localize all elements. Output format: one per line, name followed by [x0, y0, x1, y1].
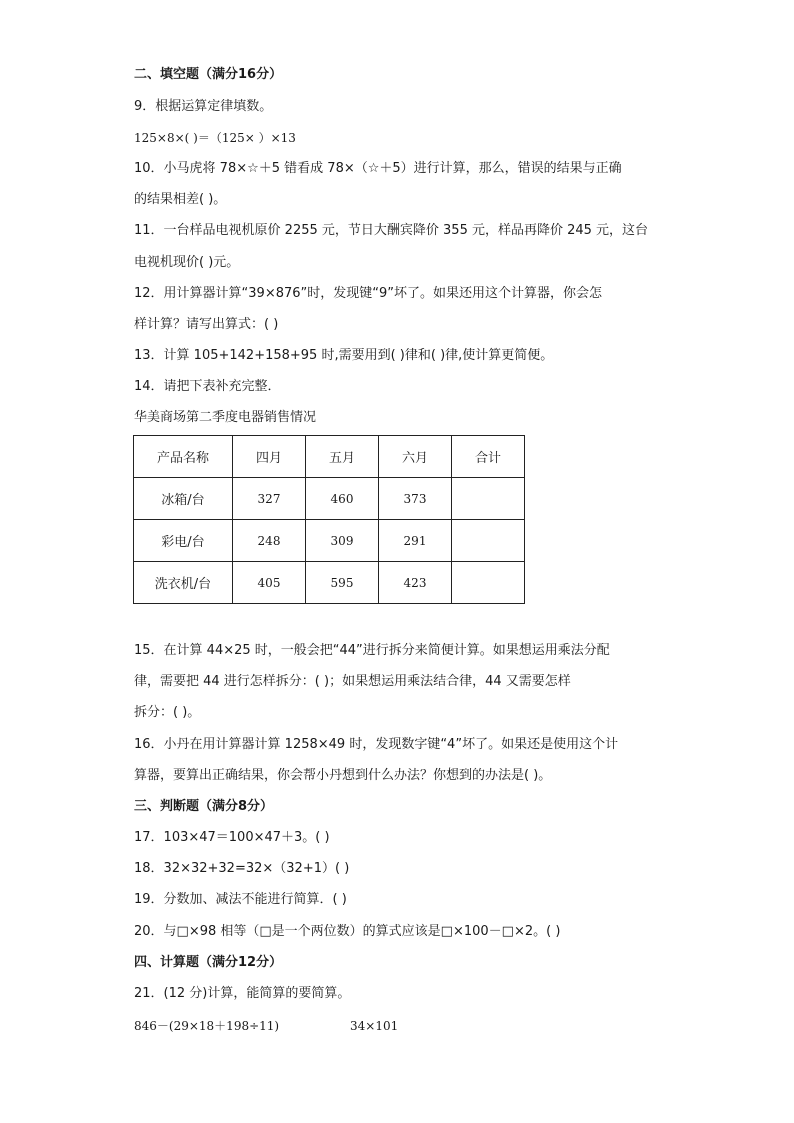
cell-product: 洗衣机/台: [134, 562, 233, 604]
question-12-line-1: 12．用计算器计算“39×876”时，发现键“9”坏了。如果还用这个计算器，你会怎: [134, 286, 603, 301]
cell-total[interactable]: [452, 478, 525, 520]
cell-april: 405: [233, 562, 306, 604]
cell-total[interactable]: [452, 562, 525, 604]
question-18-text: 18．32×32+32=32×（32+1）( ): [134, 861, 350, 876]
question-9-text: 9．根据运算定律填数。: [134, 99, 273, 114]
question-17-text: 17．103×47＝100×47＋3。( ): [134, 830, 330, 845]
cell-total[interactable]: [452, 520, 525, 562]
header-june: 六月: [379, 436, 452, 478]
question-11-line-1: 11．一台样品电视机原价 2255 元，节日大酬宾降价 355 元，样品再降价 245 元，这台: [134, 223, 649, 238]
cell-april: 248: [233, 520, 306, 562]
sales-table: [133, 435, 525, 604]
header-product: 产品名称: [134, 436, 233, 478]
cell-product: 彩电/台: [134, 520, 233, 562]
question-12-line-2: 样计算？请写出算式：( ): [134, 317, 279, 332]
cell-june: 291: [379, 520, 452, 562]
question-9-expression: 125×8×( )＝（125× ）×13: [134, 131, 296, 145]
question-15-line-1: 15．在计算 44×25 时，一般会把“44”进行拆分来简便计算。如果想运用乘法分配: [134, 643, 610, 658]
table-header-row: [134, 436, 525, 478]
table-row: [134, 562, 525, 604]
cell-may: 309: [306, 520, 379, 562]
cell-may: 595: [306, 562, 379, 604]
question-10-line-1: 10．小马虎将 78×☆＋5 错看成 78×（☆＋5）进行计算，那么，错误的结果与正确: [134, 161, 622, 176]
question-21-expression-2: 34×101: [350, 1019, 399, 1033]
table-row: [134, 478, 525, 520]
header-april: 四月: [233, 436, 306, 478]
question-10-line-2: 的结果相差( )。: [134, 192, 227, 207]
section-heading-calculation: 四、计算题（满分12分）: [134, 955, 283, 970]
cell-product: 冰箱/台: [134, 478, 233, 520]
cell-june: 373: [379, 478, 452, 520]
section-heading-fill-blank: 二、填空题（满分16分）: [134, 67, 283, 82]
question-15-line-2: 律，需要把 44 进行怎样拆分：( )；如果想运用乘法结合律，44 又需要怎样: [134, 674, 571, 689]
question-11-line-2: 电视机现价( )元。: [134, 255, 240, 270]
table-caption: 华美商场第二季度电器销售情况: [134, 410, 317, 425]
question-19-text: 19．分数加、减法不能进行简算．( ): [134, 892, 347, 907]
cell-may: 460: [306, 478, 379, 520]
section-heading-true-false: 三、判断题（满分8分）: [134, 799, 274, 814]
question-15-line-3: 拆分：( )。: [134, 705, 201, 720]
question-21-text: 21．(12 分)计算，能简算的要简算。: [134, 986, 351, 1001]
header-may: 五月: [306, 436, 379, 478]
question-20-text: 20．与□×98 相等（□是一个两位数）的算式应该是□×100－□×2。( ): [134, 924, 561, 939]
table-row: [134, 520, 525, 562]
cell-april: 327: [233, 478, 306, 520]
question-16-line-1: 16．小丹在用计算器计算 1258×49 时，发现数字键“4”坏了。如果还是使用这个计: [134, 737, 619, 752]
question-21-expression-1: 846－(29×18＋198÷11): [134, 1019, 280, 1033]
question-14-text: 14．请把下表补充完整．: [134, 379, 281, 394]
question-16-line-2: 算器，要算出正确结果，你会帮小丹想到什么办法？你想到的办法是( )。: [134, 768, 552, 783]
header-total: 合计: [452, 436, 525, 478]
question-13-text: 13．计算 105+142+158+95 时,需要用到( )律和( )律,使计算更简便。: [134, 348, 554, 363]
cell-june: 423: [379, 562, 452, 604]
